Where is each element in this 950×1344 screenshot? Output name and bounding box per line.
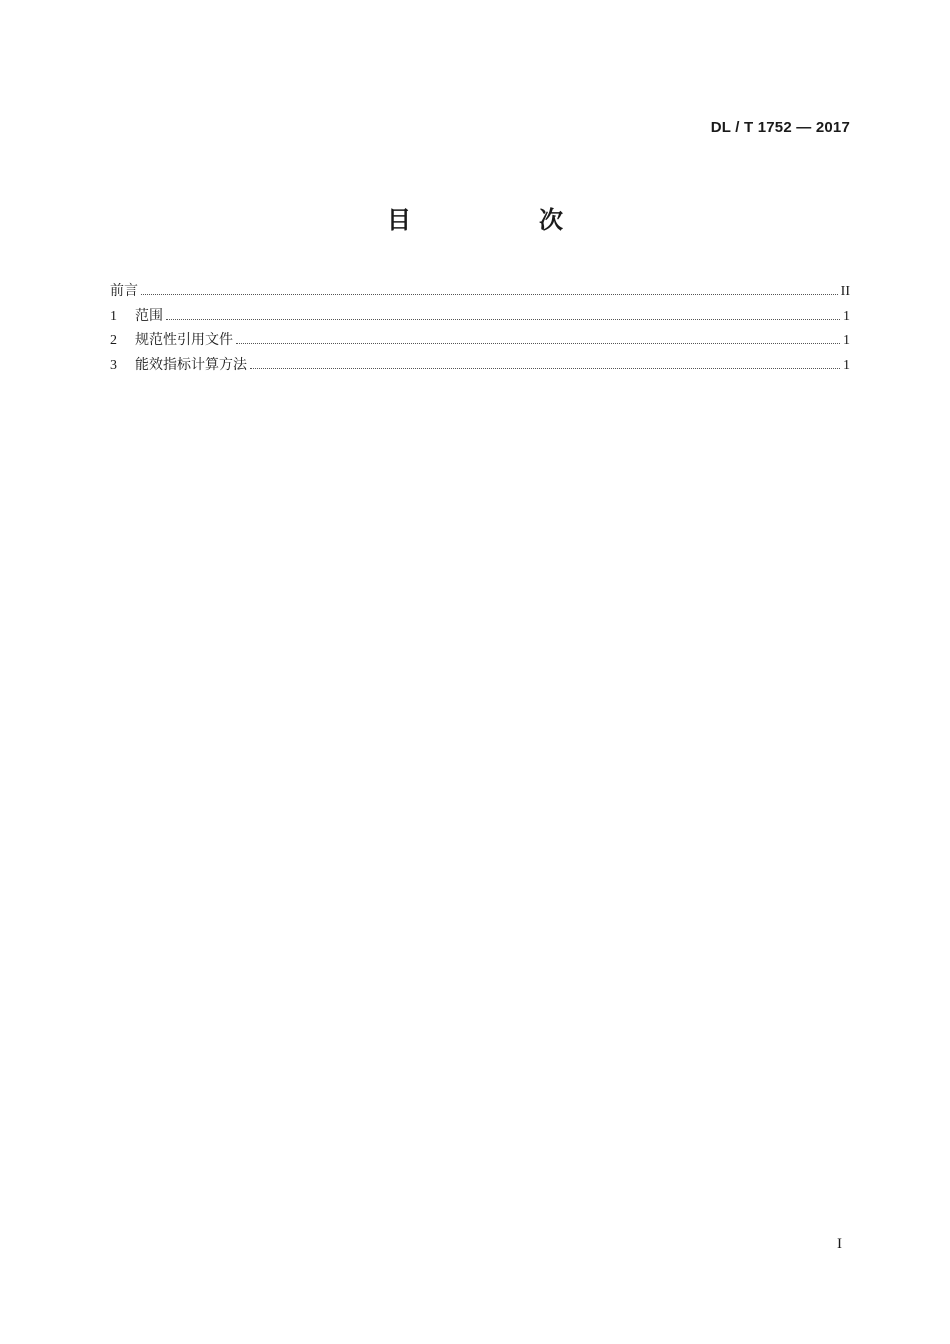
toc-entry-foreword[interactable]	[110, 280, 850, 305]
toc-entry-title: 前言	[110, 283, 138, 299]
table-of-contents	[110, 280, 850, 378]
toc-dot-leader	[141, 293, 838, 295]
page-title: 目 次	[387, 206, 615, 234]
toc-dot-leader	[236, 342, 840, 344]
page-number: I	[837, 1236, 842, 1252]
toc-entry-calculation-methods[interactable]	[110, 354, 850, 379]
toc-entry-scope[interactable]	[110, 305, 850, 330]
toc-dot-leader	[166, 318, 840, 320]
toc-entry-page: 1	[843, 308, 850, 324]
toc-entry-number: 3	[110, 357, 117, 373]
toc-entry-title: 能效指标计算方法	[135, 356, 247, 373]
toc-entry-number: 2	[110, 333, 117, 349]
toc-entry-number: 1	[110, 308, 117, 324]
toc-dot-leader	[250, 367, 840, 369]
standard-code: DL / T 1752 — 2017	[710, 119, 850, 136]
toc-entry-title: 规范性引用文件	[135, 332, 233, 349]
toc-entry-page: 1	[843, 333, 850, 349]
toc-entry-title: 范围	[135, 307, 163, 324]
toc-entry-normative-references[interactable]	[110, 329, 850, 354]
toc-entry-page: 1	[843, 357, 850, 373]
toc-entry-page: II	[840, 284, 850, 299]
